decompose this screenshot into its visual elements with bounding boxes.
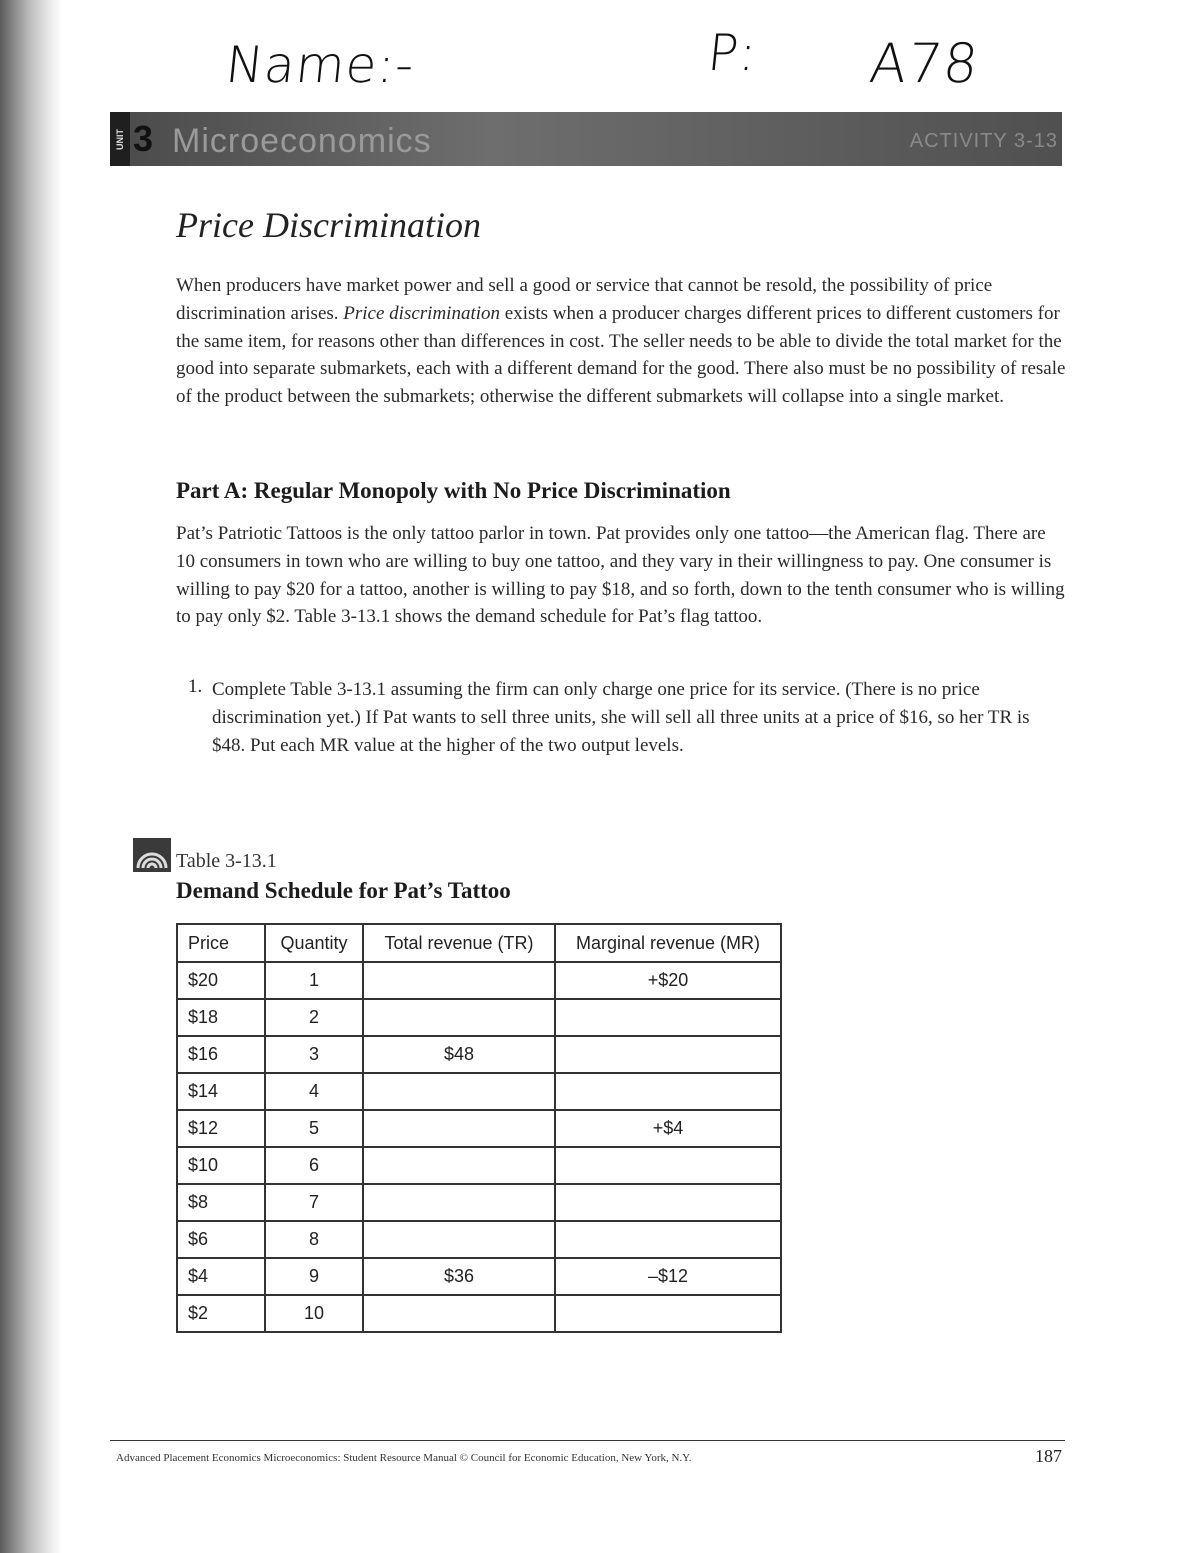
price-cell: $12 bbox=[177, 1110, 265, 1147]
table-icon bbox=[133, 838, 171, 872]
mr-cell[interactable] bbox=[555, 1295, 781, 1332]
page-number: 187 bbox=[1035, 1446, 1062, 1466]
header-quantity: Quantity bbox=[265, 924, 363, 962]
unit-title: Microeconomics bbox=[172, 122, 432, 160]
mr-cell[interactable] bbox=[555, 999, 781, 1036]
demand-schedule-table bbox=[176, 923, 782, 1333]
tr-cell[interactable] bbox=[363, 962, 555, 999]
footer-credit: Advanced Placement Economics Microeconomics: Student Resource Manual © Council for Economic Education, New York, N.Y. bbox=[116, 1452, 692, 1464]
price-cell: $10 bbox=[177, 1147, 265, 1184]
table-row bbox=[177, 1258, 781, 1295]
handwritten-period-label: P: bbox=[704, 24, 761, 82]
unit-number: 3 bbox=[133, 118, 154, 159]
price-cell: $4 bbox=[177, 1258, 265, 1295]
header-marginal-revenue: Marginal revenue (MR) bbox=[555, 924, 781, 962]
tr-cell[interactable] bbox=[363, 1147, 555, 1184]
price-cell: $20 bbox=[177, 962, 265, 999]
quantity-cell: 3 bbox=[265, 1036, 363, 1073]
mr-cell[interactable] bbox=[555, 1184, 781, 1221]
question-text: Complete Table 3-13.1 assuming the firm can only charge one price for its service. (There is no price discrimination yet.) If Pat wants to sell three units, she will sell all three units at a price of $16, so her TR is $48. Put each MR value at the higher of the two output levels. bbox=[212, 679, 1030, 756]
table-row bbox=[177, 1073, 781, 1110]
mr-cell[interactable] bbox=[555, 1221, 781, 1258]
scan-edge-shadow bbox=[0, 0, 62, 1553]
mr-cell[interactable]: +$20 bbox=[555, 962, 781, 999]
price-cell: $14 bbox=[177, 1073, 265, 1110]
table-row bbox=[177, 1295, 781, 1332]
quantity-cell: 4 bbox=[265, 1073, 363, 1110]
quantity-cell: 5 bbox=[265, 1110, 363, 1147]
quantity-cell: 7 bbox=[265, 1184, 363, 1221]
tr-cell[interactable] bbox=[363, 1110, 555, 1147]
table-header-row bbox=[177, 924, 781, 962]
table-row bbox=[177, 1184, 781, 1221]
tr-cell[interactable] bbox=[363, 999, 555, 1036]
table-row bbox=[177, 1147, 781, 1184]
mr-cell[interactable] bbox=[555, 1036, 781, 1073]
price-cell: $6 bbox=[177, 1221, 265, 1258]
tr-cell[interactable] bbox=[363, 1221, 555, 1258]
tr-cell[interactable]: $48 bbox=[363, 1036, 555, 1073]
mr-cell[interactable]: +$4 bbox=[555, 1110, 781, 1147]
intro-term: Price discrimination bbox=[343, 302, 501, 324]
quantity-cell: 10 bbox=[265, 1295, 363, 1332]
table-row bbox=[177, 1110, 781, 1147]
footer-divider bbox=[110, 1440, 1065, 1441]
handwritten-name-label: Name:- bbox=[222, 36, 418, 94]
quantity-cell: 2 bbox=[265, 999, 363, 1036]
mr-cell[interactable] bbox=[555, 1073, 781, 1110]
price-cell: $18 bbox=[177, 999, 265, 1036]
quantity-cell: 6 bbox=[265, 1147, 363, 1184]
quantity-cell: 1 bbox=[265, 962, 363, 999]
mr-cell[interactable]: –$12 bbox=[555, 1258, 781, 1295]
tr-cell[interactable] bbox=[363, 1073, 555, 1110]
intro-text-before: When producers have market power and sell a good or service that cannot be resold, the possibility of price discrimination arises. bbox=[176, 275, 993, 324]
page-title: Price Discrimination bbox=[176, 205, 481, 245]
table-row bbox=[177, 999, 781, 1036]
price-cell: $8 bbox=[177, 1184, 265, 1221]
table-row bbox=[177, 962, 781, 999]
part-a-heading: Part A: Regular Monopoly with No Price Discrimination bbox=[176, 478, 731, 503]
table-row bbox=[177, 1221, 781, 1258]
price-cell: $2 bbox=[177, 1295, 265, 1332]
price-cell: $16 bbox=[177, 1036, 265, 1073]
quantity-cell: 8 bbox=[265, 1221, 363, 1258]
part-a-paragraph: Pat’s Patriotic Tattoos is the only tattoo parlor in town. Pat provides only one tattoo—the American flag. There are 10 consumers in town who are willing to buy one tattoo, and they vary in their willingness to pay. One consumer is willing to pay $20 for a tattoo, another is willing to pay $18, and so forth, down to the tenth consumer who is willing to pay only $2. Table 3-13.1 shows the demand schedule for Pat’s flag tattoo. bbox=[176, 523, 1065, 628]
unit-tab-text: UNIT bbox=[115, 128, 125, 150]
handwritten-period-value: A78 bbox=[866, 32, 982, 95]
quantity-cell: 9 bbox=[265, 1258, 363, 1295]
table-title: Demand Schedule for Pat’s Tattoo bbox=[176, 878, 511, 903]
activity-label: ACTIVITY 3-13 bbox=[909, 130, 1058, 152]
tr-cell[interactable] bbox=[363, 1184, 555, 1221]
tr-cell[interactable]: $36 bbox=[363, 1258, 555, 1295]
header-price: Price bbox=[177, 924, 265, 962]
table-label: Table 3-13.1 bbox=[176, 850, 277, 872]
unit-tab bbox=[110, 112, 130, 166]
table-row bbox=[177, 1036, 781, 1073]
mr-cell[interactable] bbox=[555, 1147, 781, 1184]
question-number: 1. bbox=[188, 676, 203, 697]
intro-text-after: exists when a producer charges different prices to different customers for the same item, for reasons other than differences in cost. The seller needs to be able to divide the total market for the good into separate submarkets, each with a different demand for the good. There also must be no possibility of resale of the product between the submarkets; otherwise the different submarkets will collapse into a single market. bbox=[176, 302, 1066, 408]
intro-paragraph bbox=[176, 272, 1066, 411]
header-total-revenue: Total revenue (TR) bbox=[363, 924, 555, 962]
tr-cell[interactable] bbox=[363, 1295, 555, 1332]
